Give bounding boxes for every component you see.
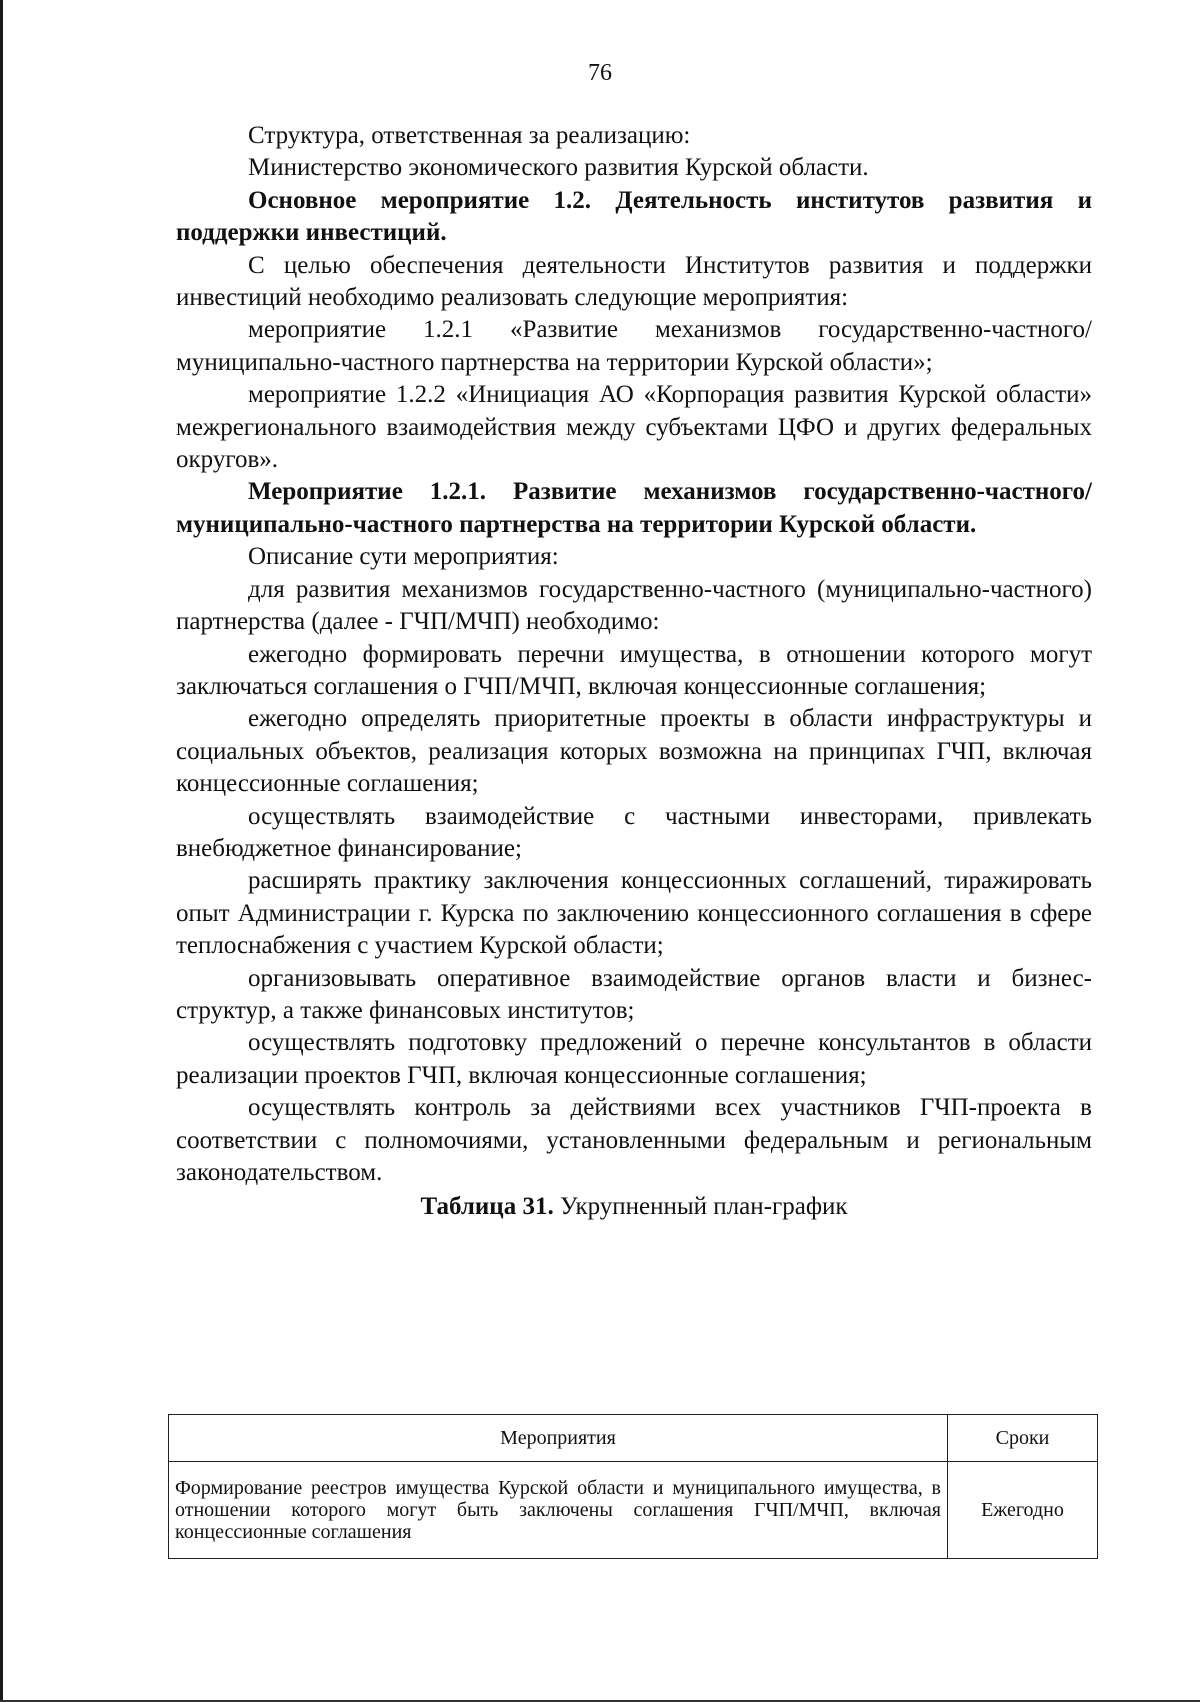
page-edge-left: [0, 0, 3, 1702]
list-item-consultants: осуществлять подготовку предложений о перечне консультантов в области реализации проектов ГЧП, включая концессионные соглашения;: [176, 1029, 1092, 1089]
table-cell-measure: Формирование реестров имущества Курской области и муниципального имущества, в отношении которого могут быть заключены соглашения ГЧП/МЧП, включая концессионные соглашения: [169, 1462, 948, 1559]
paragraph-responsible-structure: Структура, ответственная за реализацию:: [248, 122, 691, 149]
paragraph-measure-1-2-1: мероприятие 1.2.1 «Развитие механизмов государственно-частного/муниципально-частного партнерства на территории Курской области»;: [176, 316, 1092, 376]
list-item-control: осуществлять контроль за действиями всех участников ГЧП-проекта в соответствии с полномочиями, установленными федеральным и региональным законодательством.: [176, 1094, 1092, 1186]
table-row: [169, 1462, 1098, 1559]
table-caption: [176, 1191, 1092, 1223]
table-caption-title: Укрупненный план-график: [553, 1193, 848, 1221]
page-number: 76: [588, 60, 612, 86]
list-item-concession-practice: расширять практику заключения концессионных соглашений, тиражировать опыт Администрации г. Курска по заключению концессионного соглашения в сфере теплоснабжения с участием Курской области;: [176, 867, 1092, 960]
list-item-investors: осуществлять взаимодействие с частными инвесторами, привлекать внебюджетное финансирование;: [176, 802, 1092, 862]
column-header-terms: Сроки: [948, 1415, 1098, 1462]
table-header-row: [169, 1415, 1098, 1462]
paragraph-development-intro: для развития механизмов государственно-частного (муниципально-частного) партнерства (далее - ГЧП/МЧП) необходимо:: [176, 575, 1092, 636]
document-body: [176, 120, 1092, 1224]
list-item-cooperation: организовывать оперативное взаимодействие органов власти и бизнес-структур, а также финансовых институтов;: [176, 964, 1092, 1024]
paragraph-description-label: Описание сути мероприятия:: [248, 543, 559, 571]
heading-measure-1-2-1: Мероприятие 1.2.1. Развитие механизмов государственно-частного/муниципально-частного партнерства на территории Курской области.: [176, 478, 1092, 538]
paragraph-measure-1-2-2: мероприятие 1.2.2 «Инициация АО «Корпорация развития Курской области» межрегионального взаимодействия между субъектами ЦФО и других федеральных округов».: [176, 381, 1092, 474]
paragraph-ministry: Министерство экономического развития Курской области.: [248, 154, 869, 182]
table-cell-term: Ежегодно: [948, 1462, 1098, 1559]
heading-main-measure-1-2: Основное мероприятие 1.2. Деятельность институтов развития и поддержки инвестиций.: [176, 186, 1092, 247]
paragraph-purpose: С целью обеспечения деятельности Институтов развития и поддержки инвестиций необходимо реализовать следующие мероприятия:: [176, 251, 1092, 312]
table-caption-number: Таблица 31.: [420, 1193, 554, 1221]
plan-schedule-table: [168, 1414, 1098, 1559]
list-item-priority-projects: ежегодно определять приоритетные проекты в области инфраструктуры и социальных объектов, реализация которых возможна на принципах ГЧП, включая концессионные соглашения;: [176, 705, 1092, 798]
list-item-property-lists: ежегодно формировать перечни имущества, в отношении которого могут заключаться соглашения о ГЧП/МЧП, включая концессионные соглашения;: [176, 640, 1092, 700]
column-header-measures: Мероприятия: [169, 1415, 948, 1462]
